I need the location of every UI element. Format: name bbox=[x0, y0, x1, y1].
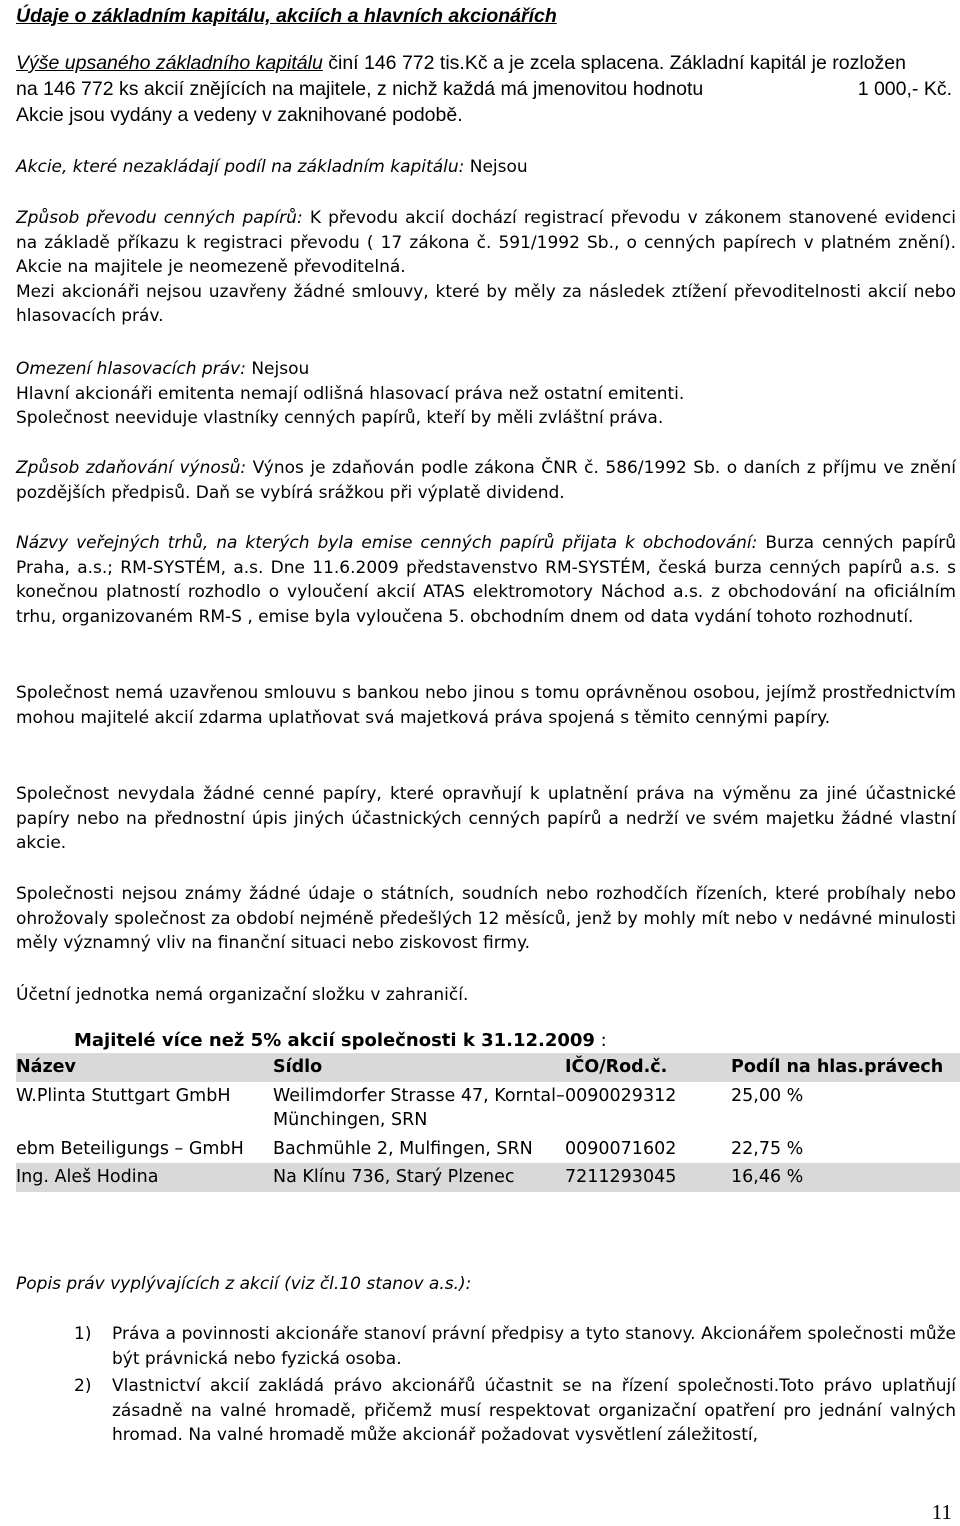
table-cell: 0090029312 bbox=[565, 1085, 677, 1106]
rights-label: Popis práv vyplývajících z akcií (viz čl.10 stanov a.s.): bbox=[16, 1274, 472, 1294]
list-item bbox=[16, 1322, 956, 1371]
table-cell: Bachmühle 2, Mulfingen, SRN bbox=[273, 1138, 533, 1159]
table-cell: 0090071602 bbox=[565, 1138, 677, 1159]
voting-value: Nejsou bbox=[245, 359, 310, 379]
table-row bbox=[16, 1163, 960, 1192]
list-item-text: Práva a povinnosti akcionáře stanoví právní předpisy a tyto stanovy. Akcionářem společnosti může být právnická nebo fyzická osoba. bbox=[112, 1324, 956, 1369]
paragraph-securities bbox=[16, 782, 956, 856]
capital-line2: na 146 772 ks akcií znějících na majitele, z nichž každá má jmenovitou hodnotu bbox=[16, 78, 704, 100]
table-cell: 7211293045 bbox=[565, 1163, 731, 1192]
paragraph-bank bbox=[16, 681, 956, 730]
capital-line3: Akcie jsou vydány a vedeny v zaknihované podobě. bbox=[16, 104, 463, 126]
rights-list bbox=[16, 1322, 956, 1451]
capital-paragraph bbox=[16, 50, 956, 128]
list-item bbox=[16, 1374, 956, 1448]
voting-section bbox=[16, 357, 956, 431]
list-item-text: Vlastnictví akcií zakládá právo akcionářů účastnit se na řízení společnosti.Toto právo uplatňují zásadně na valné hromadě, přičemž musí respektovat organizační opatření pro jednání valných hromad. Na valné hromadě může akcionář požadovat vysvětlení záležitostí, bbox=[112, 1376, 956, 1445]
transfer-section bbox=[16, 206, 956, 329]
voting-line2: Hlavní akcionáři emitenta nemají odlišná hlasovací práva než ostatní emitenti. bbox=[16, 383, 685, 404]
list-number: 1) bbox=[74, 1324, 92, 1344]
table-cell: W.Plinta Stuttgart GmbH bbox=[16, 1085, 231, 1106]
table-cell: Ing. Aleš Hodina bbox=[16, 1163, 273, 1192]
paragraph-branch-text: Účetní jednotka nemá organizační složku v zahraničí. bbox=[16, 985, 469, 1005]
column-header-name: Název bbox=[16, 1053, 273, 1082]
table-cell: 16,46 % bbox=[731, 1163, 960, 1192]
transfer-text: K převodu akcií dochází registrací převodu v zákonem stanovené evidenci na základě příkazu k registraci převodu ( 17 zákona č. 591/1992 Sb., o cenných papírech v platném znění). Akcie na majitele je neomezeně převoditelná. bbox=[16, 208, 957, 277]
paragraph-bank-text: Společnost nemá uzavřenou smlouvu s bankou nebo jinou s tomu oprávněnou osobou, jejímž prostřednictvím mohou majitelé akcií zdarma uplatňovat svá majetková práva spojená s těmito cennými papíry. bbox=[16, 683, 956, 728]
table-cell: 25,00 % bbox=[731, 1085, 804, 1106]
section-title: Údaje o základním kapitálu, akciích a hlavních akcionářích bbox=[16, 5, 557, 27]
non-share-capital-label: Akcie, které nezakládají podíl na základním kapitálu: bbox=[16, 157, 465, 177]
holders-heading-suffix: : bbox=[594, 1030, 607, 1051]
paragraph-branch bbox=[16, 983, 956, 1008]
table-row bbox=[16, 1082, 960, 1135]
taxation-section bbox=[16, 456, 956, 505]
voting-label: Omezení hlasovacích práv: bbox=[16, 359, 246, 379]
table-cell: Na Klínu 736, Starý Plzenec bbox=[273, 1163, 565, 1192]
voting-line3: Společnost neeviduje vlastníky cenných papírů, kteří by měli zvláštní práva. bbox=[16, 408, 664, 428]
transfer-label: Způsob převodu cenných papírů: bbox=[16, 208, 303, 228]
taxation-label: Způsob zdaňování výnosů: bbox=[16, 458, 247, 478]
holders-heading bbox=[74, 1030, 607, 1051]
paragraph-proceedings bbox=[16, 882, 956, 956]
markets-section bbox=[16, 531, 956, 629]
column-header-seat: Sídlo bbox=[273, 1053, 565, 1082]
table-cell: Weilimdorfer Strasse 47, Korntal–Münchingen, SRN bbox=[273, 1085, 565, 1130]
table-row bbox=[16, 1135, 960, 1164]
paragraph-proceedings-text: Společnosti nejsou známy žádné údaje o státních, soudních nebo rozhodčích řízeních, které probíhaly nebo ohrožovaly společnost za období nejméně předešlých 12 měsíců, jenž by mohly mít nebo v nedávné minulosti měly významný vliv na finanční situaci nebo ziskovost firmy. bbox=[16, 884, 956, 953]
page-number: 11 bbox=[931, 1500, 952, 1524]
markets-text: Burza cenných papírů Praha, a.s.; RM-SYSTÉM, a.s. Dne 11.6.2009 představenstvo RM-SYSTÉM, česká burza cenných papírů a.s. s konečnou platností rozhodlo o vyloučení akcií ATAS elektromotory Náchod a.s. z obchodování na oficiálním trhu, organizovaném RM-S , emise byla vyloučena 5. obchodním dnem od data vydání tohoto rozhodnutí. bbox=[16, 533, 956, 627]
holders-heading-text: Majitelé více než 5% akcií společnosti k 31.12.2009 bbox=[74, 1030, 595, 1051]
table-header-row bbox=[16, 1053, 960, 1082]
paragraph-securities-text: Společnost nevydala žádné cenné papíry, které opravňují k uplatnění práva na výměnu za jiné účastnické papíry nebo na přednostní úpis jiných účastnických cenných papírů a nedrží ve svém majetku žádné vlastní akcie. bbox=[16, 784, 956, 853]
table-cell: 22,75 % bbox=[731, 1138, 804, 1159]
markets-label: Názvy veřejných trhů, na kterých byla emise cenných papírů přijata k obchodování: bbox=[16, 533, 758, 553]
non-share-capital bbox=[16, 155, 956, 180]
holders-table bbox=[16, 1053, 960, 1192]
nominal-value: 1 000,- Kč. bbox=[857, 78, 952, 100]
agreements-text: Mezi akcionáři nejsou uzavřeny žádné smlouvy, které by měly za následek ztížení převoditelnosti akcií nebo hlasovacích práv. bbox=[16, 281, 956, 326]
table-cell: ebm Beteiligungs – GmbH bbox=[16, 1138, 244, 1159]
capital-line1: činí 146 772 tis.Kč a je zcela splacena. Základní kapitál je rozložen bbox=[322, 52, 906, 74]
capital-label: Výše upsaného základního kapitálu bbox=[16, 52, 323, 74]
taxation-text: Výnos je zdaňován podle zákona ČNR č. 586/1992 Sb. o daních z příjmu ve znění pozdějších předpisů. Daň se vybírá srážkou při výplatě dividend. bbox=[16, 458, 956, 503]
list-number: 2) bbox=[74, 1376, 92, 1396]
column-header-share: Podíl na hlas.právech bbox=[731, 1053, 960, 1082]
non-share-capital-value: Nejsou bbox=[464, 157, 528, 177]
column-header-id: IČO/Rod.č. bbox=[565, 1053, 731, 1082]
